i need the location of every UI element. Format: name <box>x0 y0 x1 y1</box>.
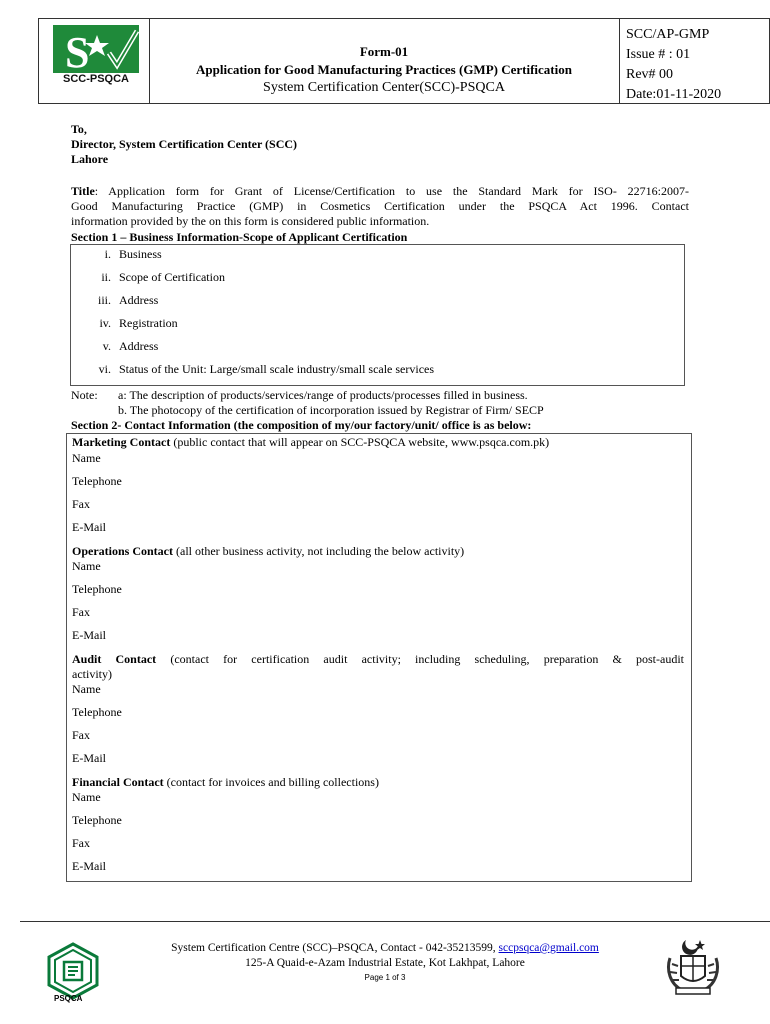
title-label: Title <box>71 184 95 198</box>
page-number: Page 1 of 3 <box>364 973 406 982</box>
audit-contact-heading <box>72 652 684 667</box>
operations-contact-heading <box>72 544 684 559</box>
marketing-fax-field[interactable]: Fax <box>72 497 90 511</box>
item-address: Address <box>119 293 159 307</box>
financial-email-field[interactable]: E-Mail <box>72 859 106 873</box>
operations-telephone-field[interactable]: Telephone <box>72 582 122 596</box>
title-paragraph <box>71 184 689 229</box>
financial-contact-heading <box>72 775 684 790</box>
operations-fax-field[interactable]: Fax <box>72 605 90 619</box>
financial-name-field[interactable]: Name <box>72 790 101 804</box>
address-director: Director, System Certification Center (SCC) <box>71 137 298 151</box>
contact-desc: (all other business activity, not including the below activity) <box>173 544 465 558</box>
footer-contact-line <box>0 941 770 956</box>
logo-text: SCC-PSQCA <box>62 73 129 85</box>
footer-divider <box>20 921 770 922</box>
address-to: To, <box>71 122 87 136</box>
financial-telephone-field[interactable]: Telephone <box>72 813 122 827</box>
contact-title: Financial Contact <box>72 775 164 789</box>
scc-logo-icon <box>51 23 141 99</box>
audit-contact-desc-2: activity) <box>72 667 112 681</box>
psqca-logo-text: PSQCA <box>54 994 83 1003</box>
contact-title: Audit Contact <box>72 652 157 666</box>
footer-email-link[interactable]: sccpsqca@gmail.com <box>498 942 599 954</box>
marketing-telephone-field[interactable]: Telephone <box>72 474 122 488</box>
form-number: Form-01 <box>359 44 409 59</box>
operations-name-field[interactable]: Name <box>72 559 101 573</box>
item-number: iii. <box>97 293 111 307</box>
title-text-3: information provided by the on this form is considered public information. <box>71 214 430 228</box>
contact-title: Operations Contact <box>72 544 173 558</box>
pakistan-emblem-icon <box>664 936 722 998</box>
document-date: Date:01-11-2020 <box>626 87 722 102</box>
item-number: iv. <box>99 316 111 330</box>
title-text-1: : Application form for Grant of License/Certification to use the Standard Mark for ISO- 22716:2007- <box>94 184 689 198</box>
item-status: Status of the Unit: Large/small scale industry/small scale services <box>119 362 435 376</box>
contact-desc: (contact for invoices and billing collections) <box>163 775 379 789</box>
audit-telephone-field[interactable]: Telephone <box>72 705 122 719</box>
footer-address: 125-A Quaid-e-Azam Industrial Estate, Kot Lakhpat, Lahore <box>245 957 525 969</box>
note-label: Note: <box>71 388 98 402</box>
section1-box <box>70 244 685 386</box>
doc-code: SCC/AP-GMP <box>626 27 710 42</box>
footer-contact-text: System Certification Centre (SCC)–PSQCA, Contact - 042-35213599, <box>171 942 499 954</box>
form-title: Application for Good Manufacturing Practices (GMP) Certification <box>196 62 572 77</box>
note-b: b. The photocopy of the certification of incorporation issued by Registrar of Firm/ SECP <box>118 403 544 417</box>
item-number: i. <box>104 247 111 261</box>
item-number: v. <box>102 339 111 353</box>
financial-fax-field[interactable]: Fax <box>72 836 90 850</box>
marketing-contact-heading <box>72 435 684 450</box>
audit-name-field[interactable]: Name <box>72 682 101 696</box>
item-registration: Registration <box>119 316 178 330</box>
operations-email-field[interactable]: E-Mail <box>72 628 106 642</box>
title-text-2: Good Manufacturing Practice (GMP) in Cosmetics Certification under the PSQCA Act 1996. Contact <box>71 199 689 213</box>
issue-number: Issue # : 01 <box>626 47 691 62</box>
doc-meta-cell <box>619 19 770 103</box>
item-number: vi. <box>98 362 111 376</box>
document-header <box>38 18 770 104</box>
item-address-2: Address <box>119 339 159 353</box>
header-title-block <box>149 43 619 97</box>
section2-box <box>66 433 692 882</box>
section2-heading: Section 2- Contact Information (the composition of my/our factory/unit/ office is as below: <box>71 418 532 432</box>
marketing-email-field[interactable]: E-Mail <box>72 520 106 534</box>
address-block <box>71 122 297 167</box>
section1-heading: Section 1 – Business Information-Scope of Applicant Certification <box>71 230 408 244</box>
address-city: Lahore <box>71 152 109 166</box>
audit-fax-field[interactable]: Fax <box>72 728 90 742</box>
svg-text:S: S <box>65 28 90 77</box>
item-number: ii. <box>101 270 111 284</box>
note-a: a: The description of products/services/range of products/processes filled in business. <box>118 388 528 402</box>
contact-title: Marketing Contact <box>72 435 171 449</box>
logo-cell <box>39 19 150 103</box>
item-scope: Scope of Certification <box>119 270 225 284</box>
item-business: Business <box>119 247 162 261</box>
marketing-name-field[interactable]: Name <box>72 451 101 465</box>
contact-desc: (contact for certification audit activity; including scheduling, preparation & post-audit <box>156 652 684 666</box>
revision-number: Rev# 00 <box>626 67 674 82</box>
audit-email-field[interactable]: E-Mail <box>72 751 106 765</box>
contact-desc: (public contact that will appear on SCC-PSQCA website, www.psqca.com.pk) <box>170 435 550 449</box>
organization-name: System Certification Center(SCC)-PSQCA <box>263 80 505 95</box>
